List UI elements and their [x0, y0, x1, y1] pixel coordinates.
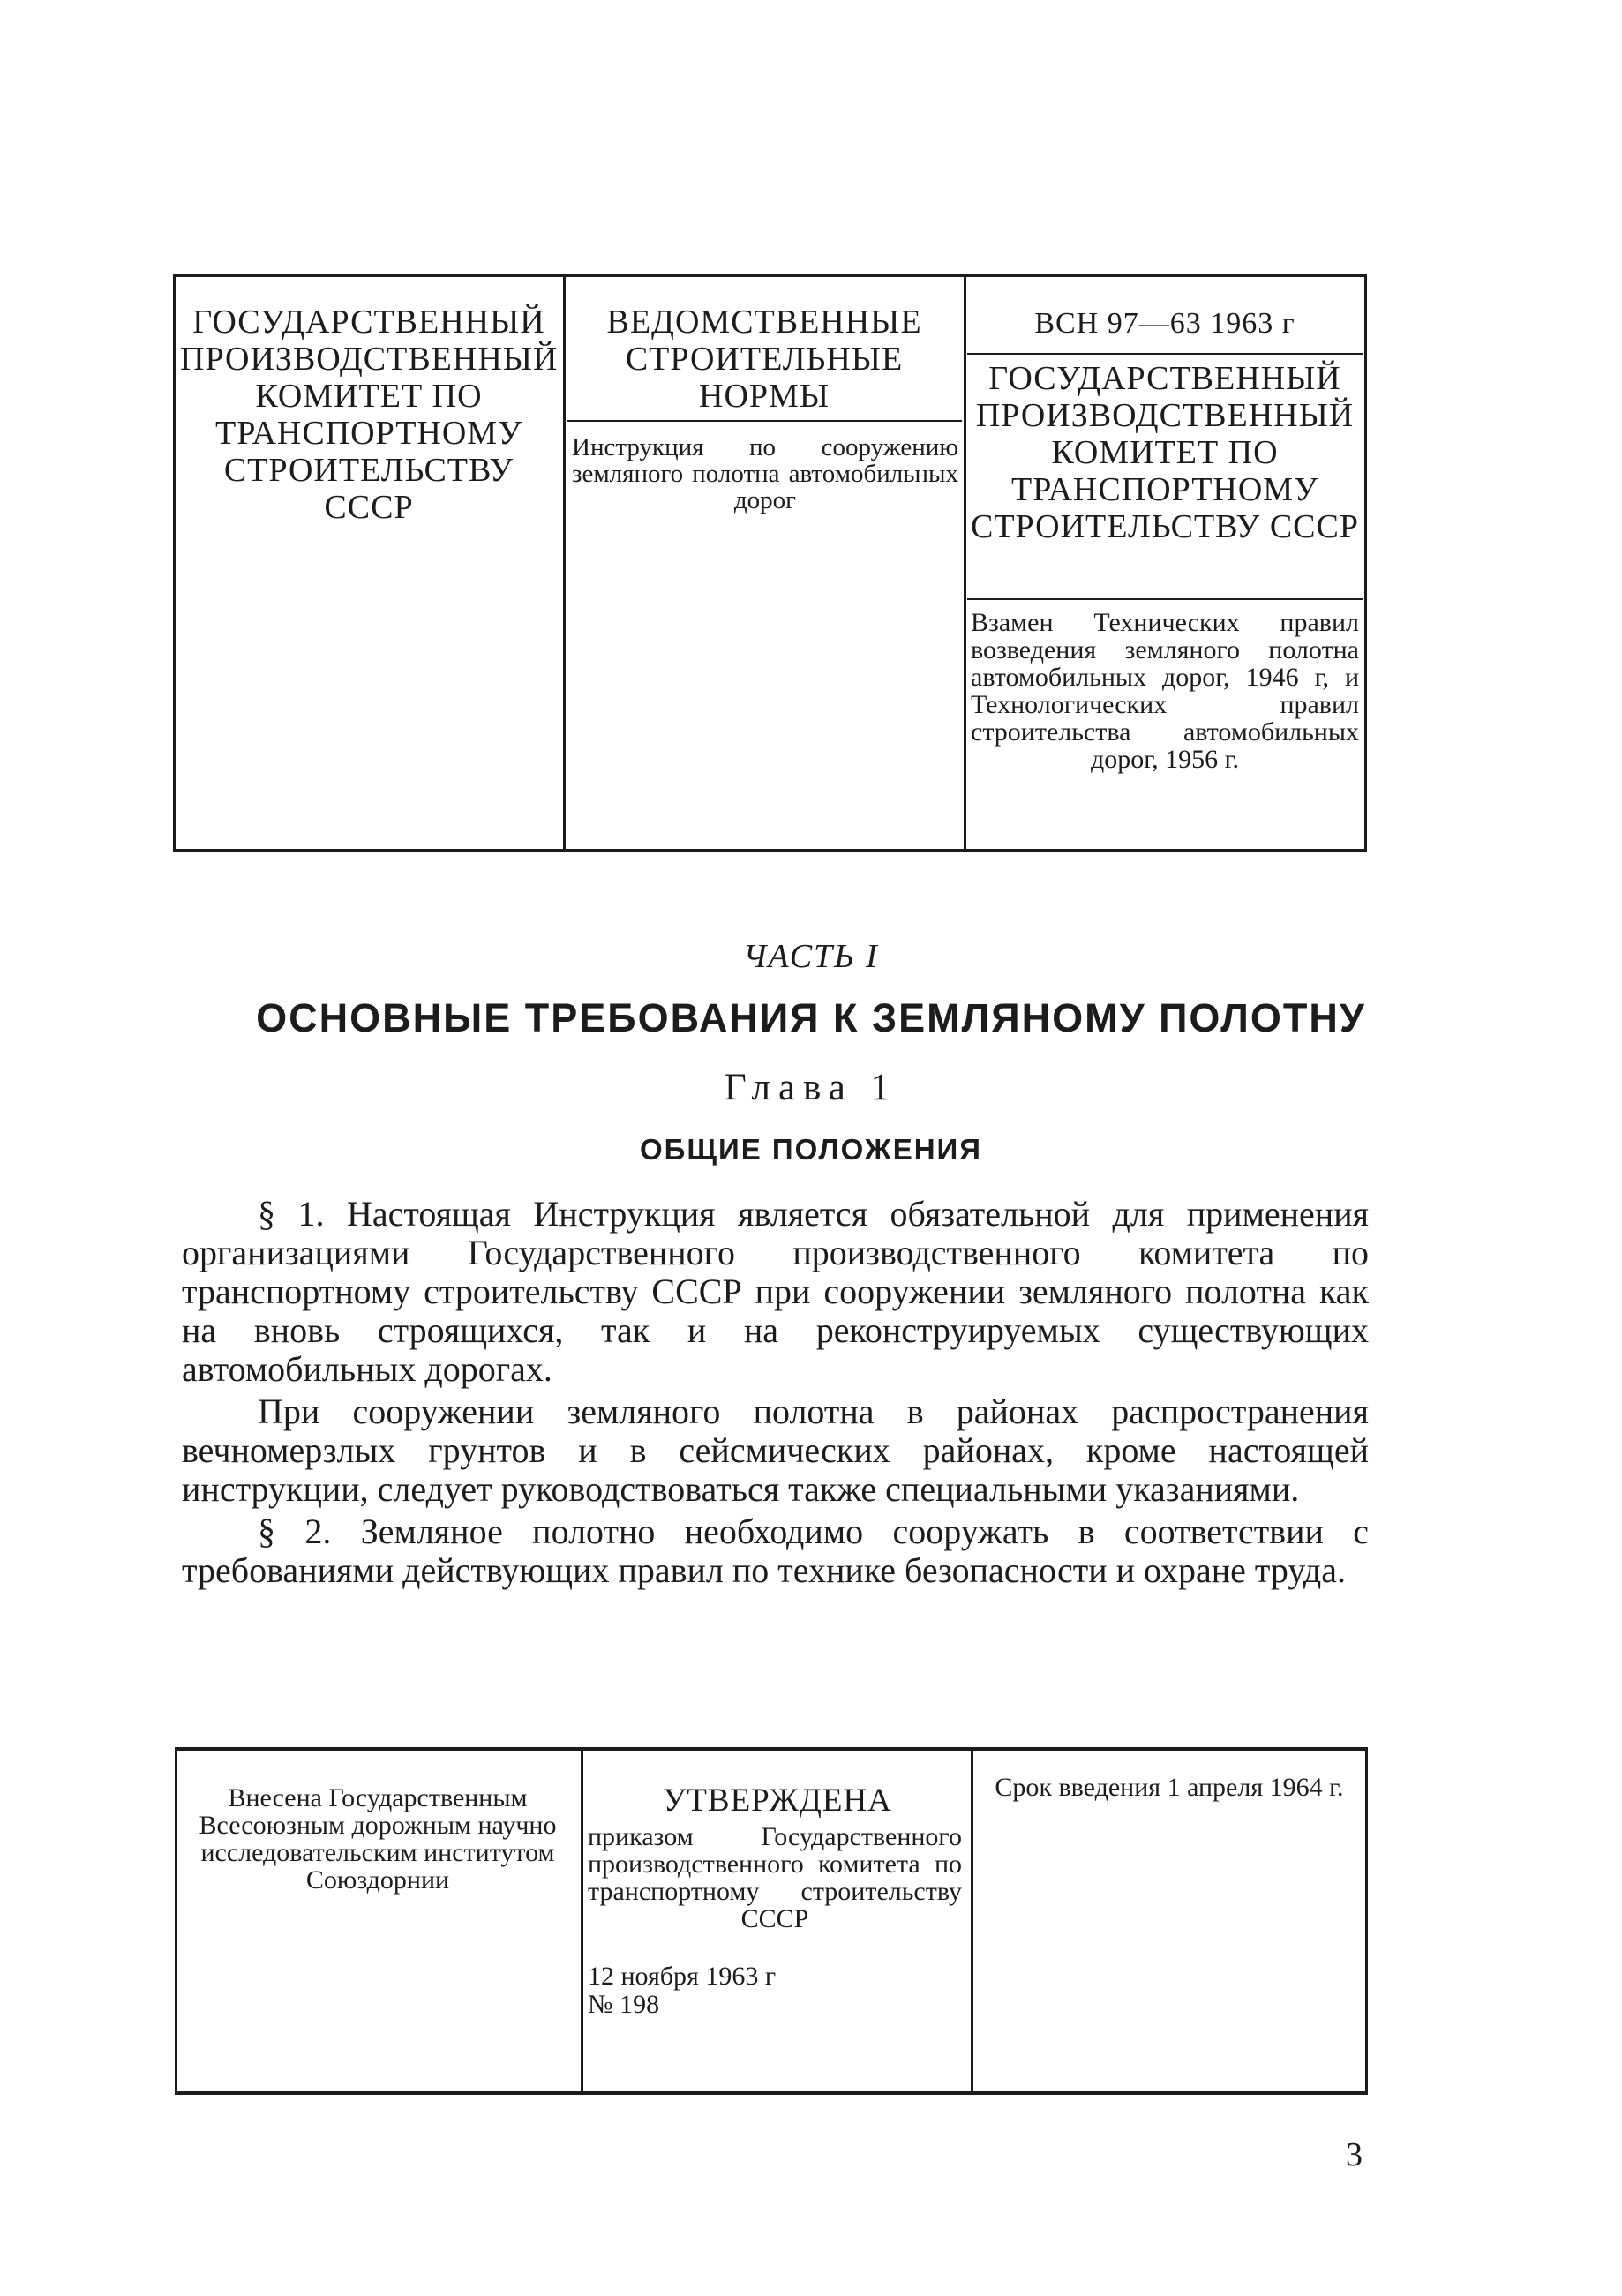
paragraph: § 1. Настоящая Инструкция является обязательной для применения организациями Государственного производственного комитета по транспортному строительству СССР при сооружении земляного полотна как на вновь строящихся, так и на реконструируемых существующих автомобильных дорогах.	[182, 1194, 1369, 1389]
table-border-left	[175, 1751, 177, 2091]
header-divider	[967, 353, 1363, 355]
header-document-code: ВСН 97—63 1963 г	[1034, 307, 1295, 340]
page-number: 3	[1346, 2136, 1363, 2173]
table-border-left	[173, 277, 176, 849]
chapter-heading: Глава 1	[724, 1067, 898, 1108]
table-divider	[964, 277, 966, 849]
table-border-right	[1365, 1751, 1368, 2091]
footer-approved-title: УТВЕРЖДЕНА	[663, 1782, 892, 1819]
footer-order-number: № 198	[588, 1990, 660, 2019]
header-table	[173, 274, 1367, 852]
header-instruction-title: Инструкция по сооружению земляного полотна автомобильных дорог	[572, 433, 958, 514]
header-norms-title: ВЕДОМСТВЕННЫЕ СТРОИТЕЛЬНЫЕ НОРМЫ	[606, 304, 922, 415]
table-border-right	[1364, 277, 1367, 849]
header-divider	[567, 420, 962, 422]
header-committee: ГОСУДАРСТВЕННЫЙ ПРОИЗВОДСТВЕННЫЙ КОМИТЕТ ПО ТРАНСПОРТНОМУ СТРОИТЕЛЬСТВУ СССР	[971, 360, 1360, 545]
section-heading: ОБЩИЕ ПОЛОЖЕНИЯ	[640, 1133, 982, 1166]
header-replaces-note: Взамен Технических правил возведения земляного полотна автомобильных дорог, 1946 г, и Технологических правил строительства автомобильных дорог, 1956 г.	[971, 608, 1359, 774]
body-text	[182, 1195, 1369, 1594]
footer-approved-text: приказом Государственного производственного комитета по транспортному строительству СССР	[588, 1822, 962, 1933]
footer-approved-date: 12 ноября 1963 г	[588, 1962, 777, 1991]
footer-effective-date: Срок введения 1 апреля 1964 г.	[995, 1773, 1344, 1802]
header-organization: ГОСУДАРСТВЕННЫЙ ПРОИЗВОДСТВЕННЫЙ КОМИТЕТ ПО ТРАНСПОРТНОМУ СТРОИТЕЛЬСТВУ СССР	[180, 304, 559, 526]
part-heading: ЧАСТЬ I	[743, 938, 879, 975]
paragraph: § 2. Земляное полотно необходимо сооружать в соответствии с требованиями действующих правил по технике безопасности и охране труда.	[182, 1512, 1369, 1590]
footer-submitted-by: Внесена Государственным Всесоюзным дорожным научно исследовательским институтом Союздорнии	[199, 1783, 557, 1895]
header-divider	[967, 598, 1363, 600]
part-title: ОСНОВНЫЕ ТРЕБОВАНИЯ К ЗЕМЛЯНОМУ ПОЛОТНУ	[256, 995, 1366, 1040]
paragraph: При сооружении земляного полотна в районах распространения вечномерзлых грунтов и в сейсмических районах, кроме настоящей инструкции, следует руководствоваться также специальными указаниями.	[182, 1392, 1369, 1509]
table-divider	[971, 1751, 973, 2091]
table-divider	[563, 277, 566, 849]
table-divider	[581, 1751, 583, 2091]
footer-table	[175, 1747, 1368, 2095]
